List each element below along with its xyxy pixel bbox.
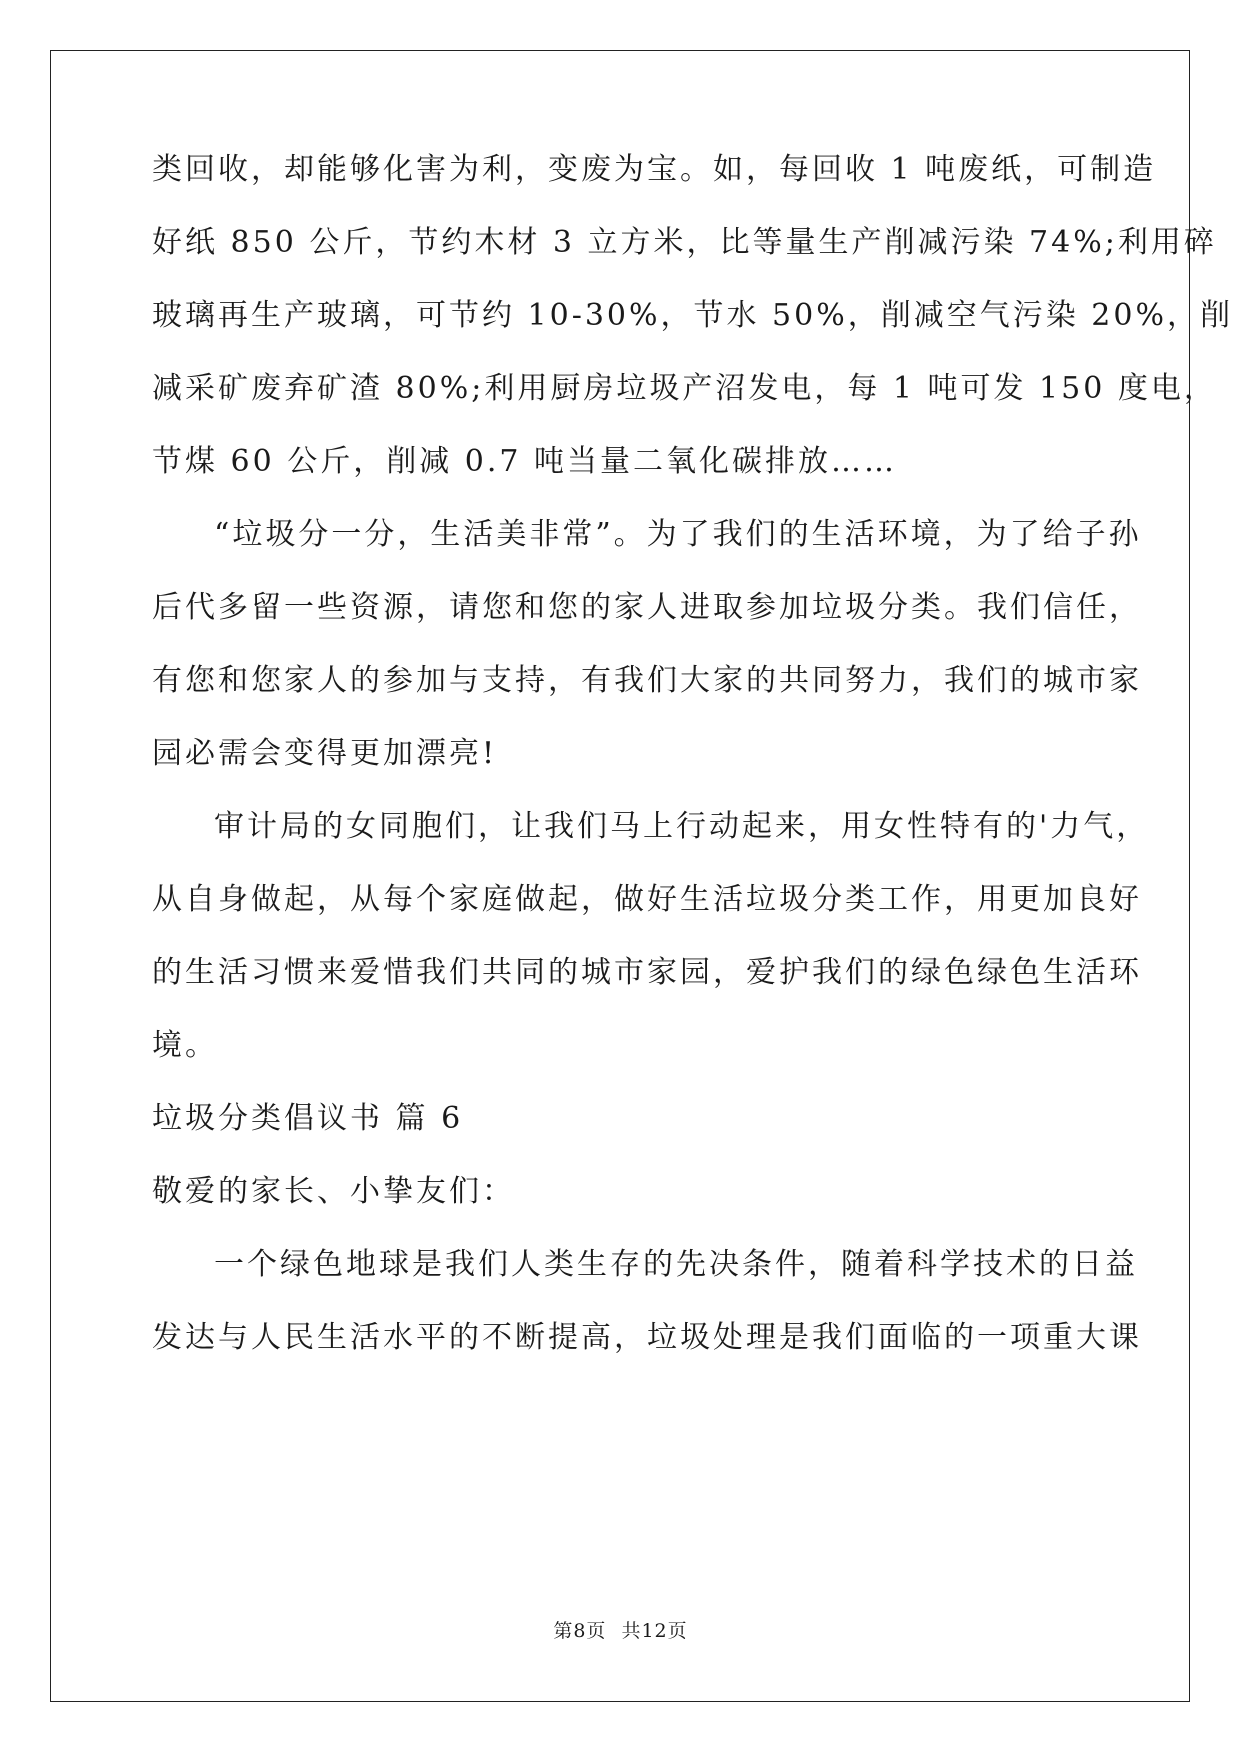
paragraph-start: 一个绿色地球是我们人类生存的先决条件，随着科学技术的日益: [214, 1247, 1138, 1282]
text-line: 发达与人民生活水平的不断提高，垃圾处理是我们面临的一项重大课: [152, 1320, 1142, 1355]
text-line: 后代多留一些资源，请您和您的家人进取参加垃圾分类。我们信任，: [152, 590, 1142, 625]
text-line: 好纸 850 公斤，节约木材 3 立方米，比等量生产削减污染 74%;利用碎: [152, 225, 1217, 260]
text-line: 节煤 60 公斤，削减 0.7 吨当量二氧化碳排放……: [152, 444, 898, 479]
section-heading: 垃圾分类倡议书 篇 6: [152, 1101, 464, 1136]
page-footer: [0, 1616, 1241, 1643]
text-line: 境。: [152, 1028, 218, 1063]
text-line: 玻璃再生产玻璃，可节约 10-30%，节水 50%，削减空气污染 20%，削: [152, 298, 1233, 333]
salutation: 敬爱的家长、小挚友们：: [152, 1174, 515, 1209]
text-line: 类回收，却能够化害为利，变废为宝。如，每回收 1 吨废纸，可制造: [152, 152, 1157, 187]
text-line: 的生活习惯来爱惜我们共同的城市家园，爱护我们的绿色绿色生活环: [152, 955, 1142, 990]
paragraph-start: “垃圾分一分，生活美非常”。为了我们的生活环境，为了给子孙: [214, 517, 1142, 552]
text-line: 从自身做起，从每个家庭做起，做好生活垃圾分类工作，用更加良好: [152, 882, 1142, 917]
text-line: 减采矿废弃矿渣 80%;利用厨房垃圾产沼发电，每 1 吨可发 150 度电，: [152, 371, 1217, 406]
page-number: 第8页: [553, 1620, 607, 1642]
paragraph-start: 审计局的女同胞们，让我们马上行动起来，用女性特有的'力气，: [214, 809, 1150, 844]
total-pages: 共12页: [621, 1620, 688, 1642]
text-line: 园必需会变得更加漂亮!: [152, 736, 498, 771]
text-line: 有您和您家人的参加与支持，有我们大家的共同努力，我们的城市家: [152, 663, 1142, 698]
